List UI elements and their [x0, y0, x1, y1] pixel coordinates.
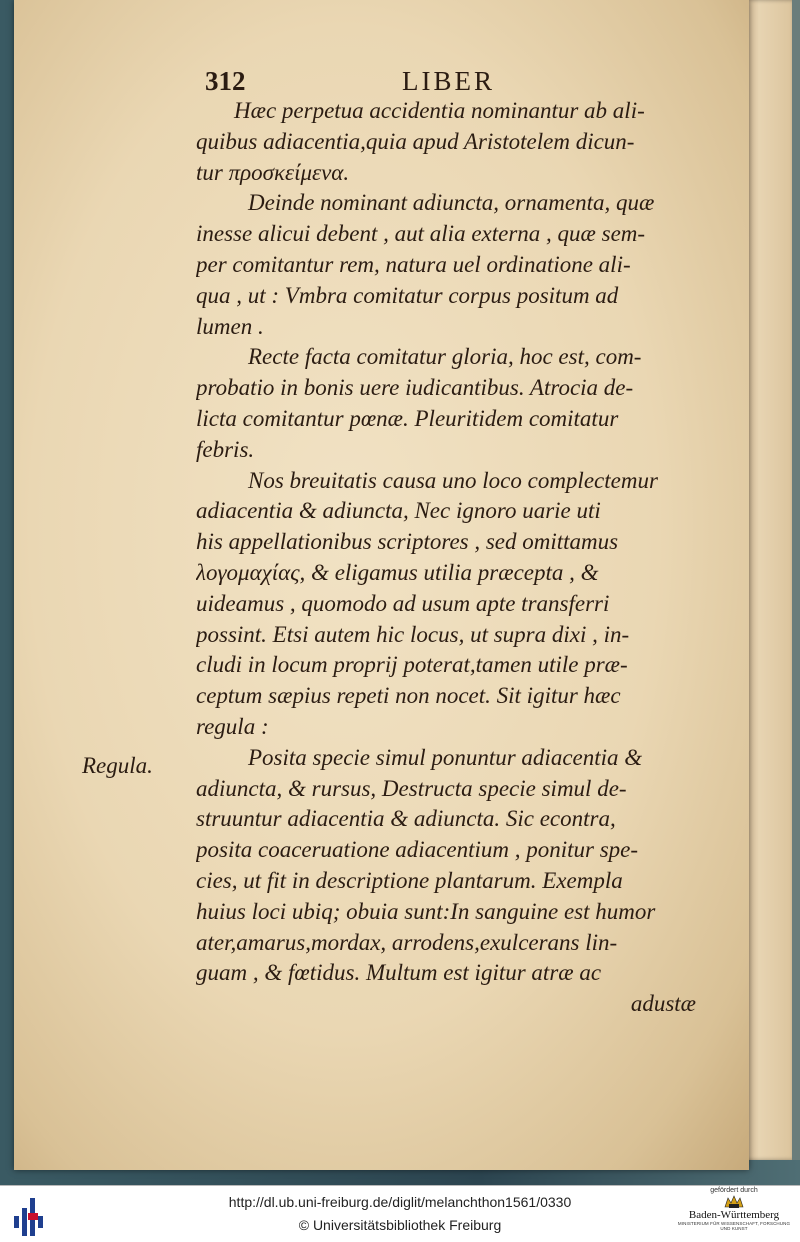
- text-line: adiacentia & adiuncta, Nec ignoro uarie uti: [196, 498, 601, 524]
- text-line: inesse alicui debent , aut alia externa , quæ sem-: [196, 221, 646, 247]
- text-line: adiuncta, & rursus, Destructa specie simul de-: [196, 775, 627, 801]
- funder-label: gefördert durch: [710, 1187, 758, 1194]
- text-line: ater,amarus,mordax, arrodens,exulcerans lin-: [196, 929, 618, 955]
- text-line: qua , ut : Vmbra comitatur corpus positum ad: [196, 282, 619, 308]
- text-line: cies, ut fit in descriptione plantarum. Exempla: [196, 867, 623, 893]
- text-line: λογομαχίας, & eligamus utilia præcepta , &: [196, 559, 599, 585]
- folio-number: 312: [205, 66, 246, 96]
- text-line: tur προσκείμενα.: [196, 159, 350, 185]
- state-crest-icon: [723, 1195, 745, 1209]
- text-line: cludi in locum proprij poterat,tamen utile præ-: [196, 652, 628, 678]
- text-line: posita coaceruatione adiacentium , ponitur spe-: [196, 837, 639, 863]
- text-line: lumen .: [196, 313, 264, 339]
- text-line: struuntur adiacentia & adiuncta. Sic econtra,: [196, 806, 616, 832]
- viewer-footer: [0, 1185, 800, 1242]
- copyright-notice: © Universitätsbibliothek Freiburg: [298, 1217, 502, 1233]
- text-line: uideamus , quomodo ad usum apte transferri: [196, 590, 610, 616]
- text-line: regula :: [196, 713, 269, 739]
- margin-note: Regula.: [82, 753, 153, 778]
- text-line: quibus adiacentia,quia apud Aristotelem dicun-: [196, 128, 635, 154]
- text-line: febris.: [196, 436, 255, 462]
- text-line: Recte facta comitatur gloria, hoc est, com-: [248, 344, 642, 370]
- text-line: probatio in bonis uere iudicantibus. Atrocia de-: [196, 375, 634, 401]
- text-line: Hæc perpetua accidentia nominantur ab ali-: [234, 98, 645, 123]
- text-line: huius loci ubiq; obuia sunt:In sanguine est humor: [196, 898, 656, 924]
- text-line: Posita specie simul ponuntur adiacentia &: [248, 744, 643, 770]
- text-line: Nos breuitatis causa uno loco complectemur: [248, 467, 658, 493]
- text-line: his appellationibus scriptores , sed omittamus: [196, 529, 619, 555]
- permalink-url[interactable]: http://dl.ub.uni-freiburg.de/diglit/melanchthon1561/0330: [228, 1194, 572, 1210]
- text-line: licta comitantur pœnæ. Pleuritidem comitatur: [196, 405, 619, 431]
- text-line: guam , & fœtidus. Multum est igitur atræ ac: [196, 960, 602, 986]
- funder-ministry: MINISTERIUM FÜR WISSENSCHAFT, FORSCHUNG UND KUNST: [677, 1221, 791, 1231]
- funder-name: Baden-Württemberg: [688, 1209, 780, 1221]
- text-block: [196, 96, 696, 1020]
- running-title: LIBER: [402, 66, 495, 96]
- text-line: ceptum sæpius repeti non nocet. Sit igitur hæc: [196, 683, 621, 709]
- catchword: adustæ: [630, 991, 696, 1017]
- funder-logo: [676, 1186, 792, 1242]
- text-line: possint. Etsi autem hic locus, ut supra dixi , in-: [196, 621, 630, 647]
- text-line: Deinde nominant adiuncta, ornamenta, quæ: [248, 190, 655, 216]
- text-line: per comitantur rem, natura uel ordinatione ali-: [196, 251, 631, 277]
